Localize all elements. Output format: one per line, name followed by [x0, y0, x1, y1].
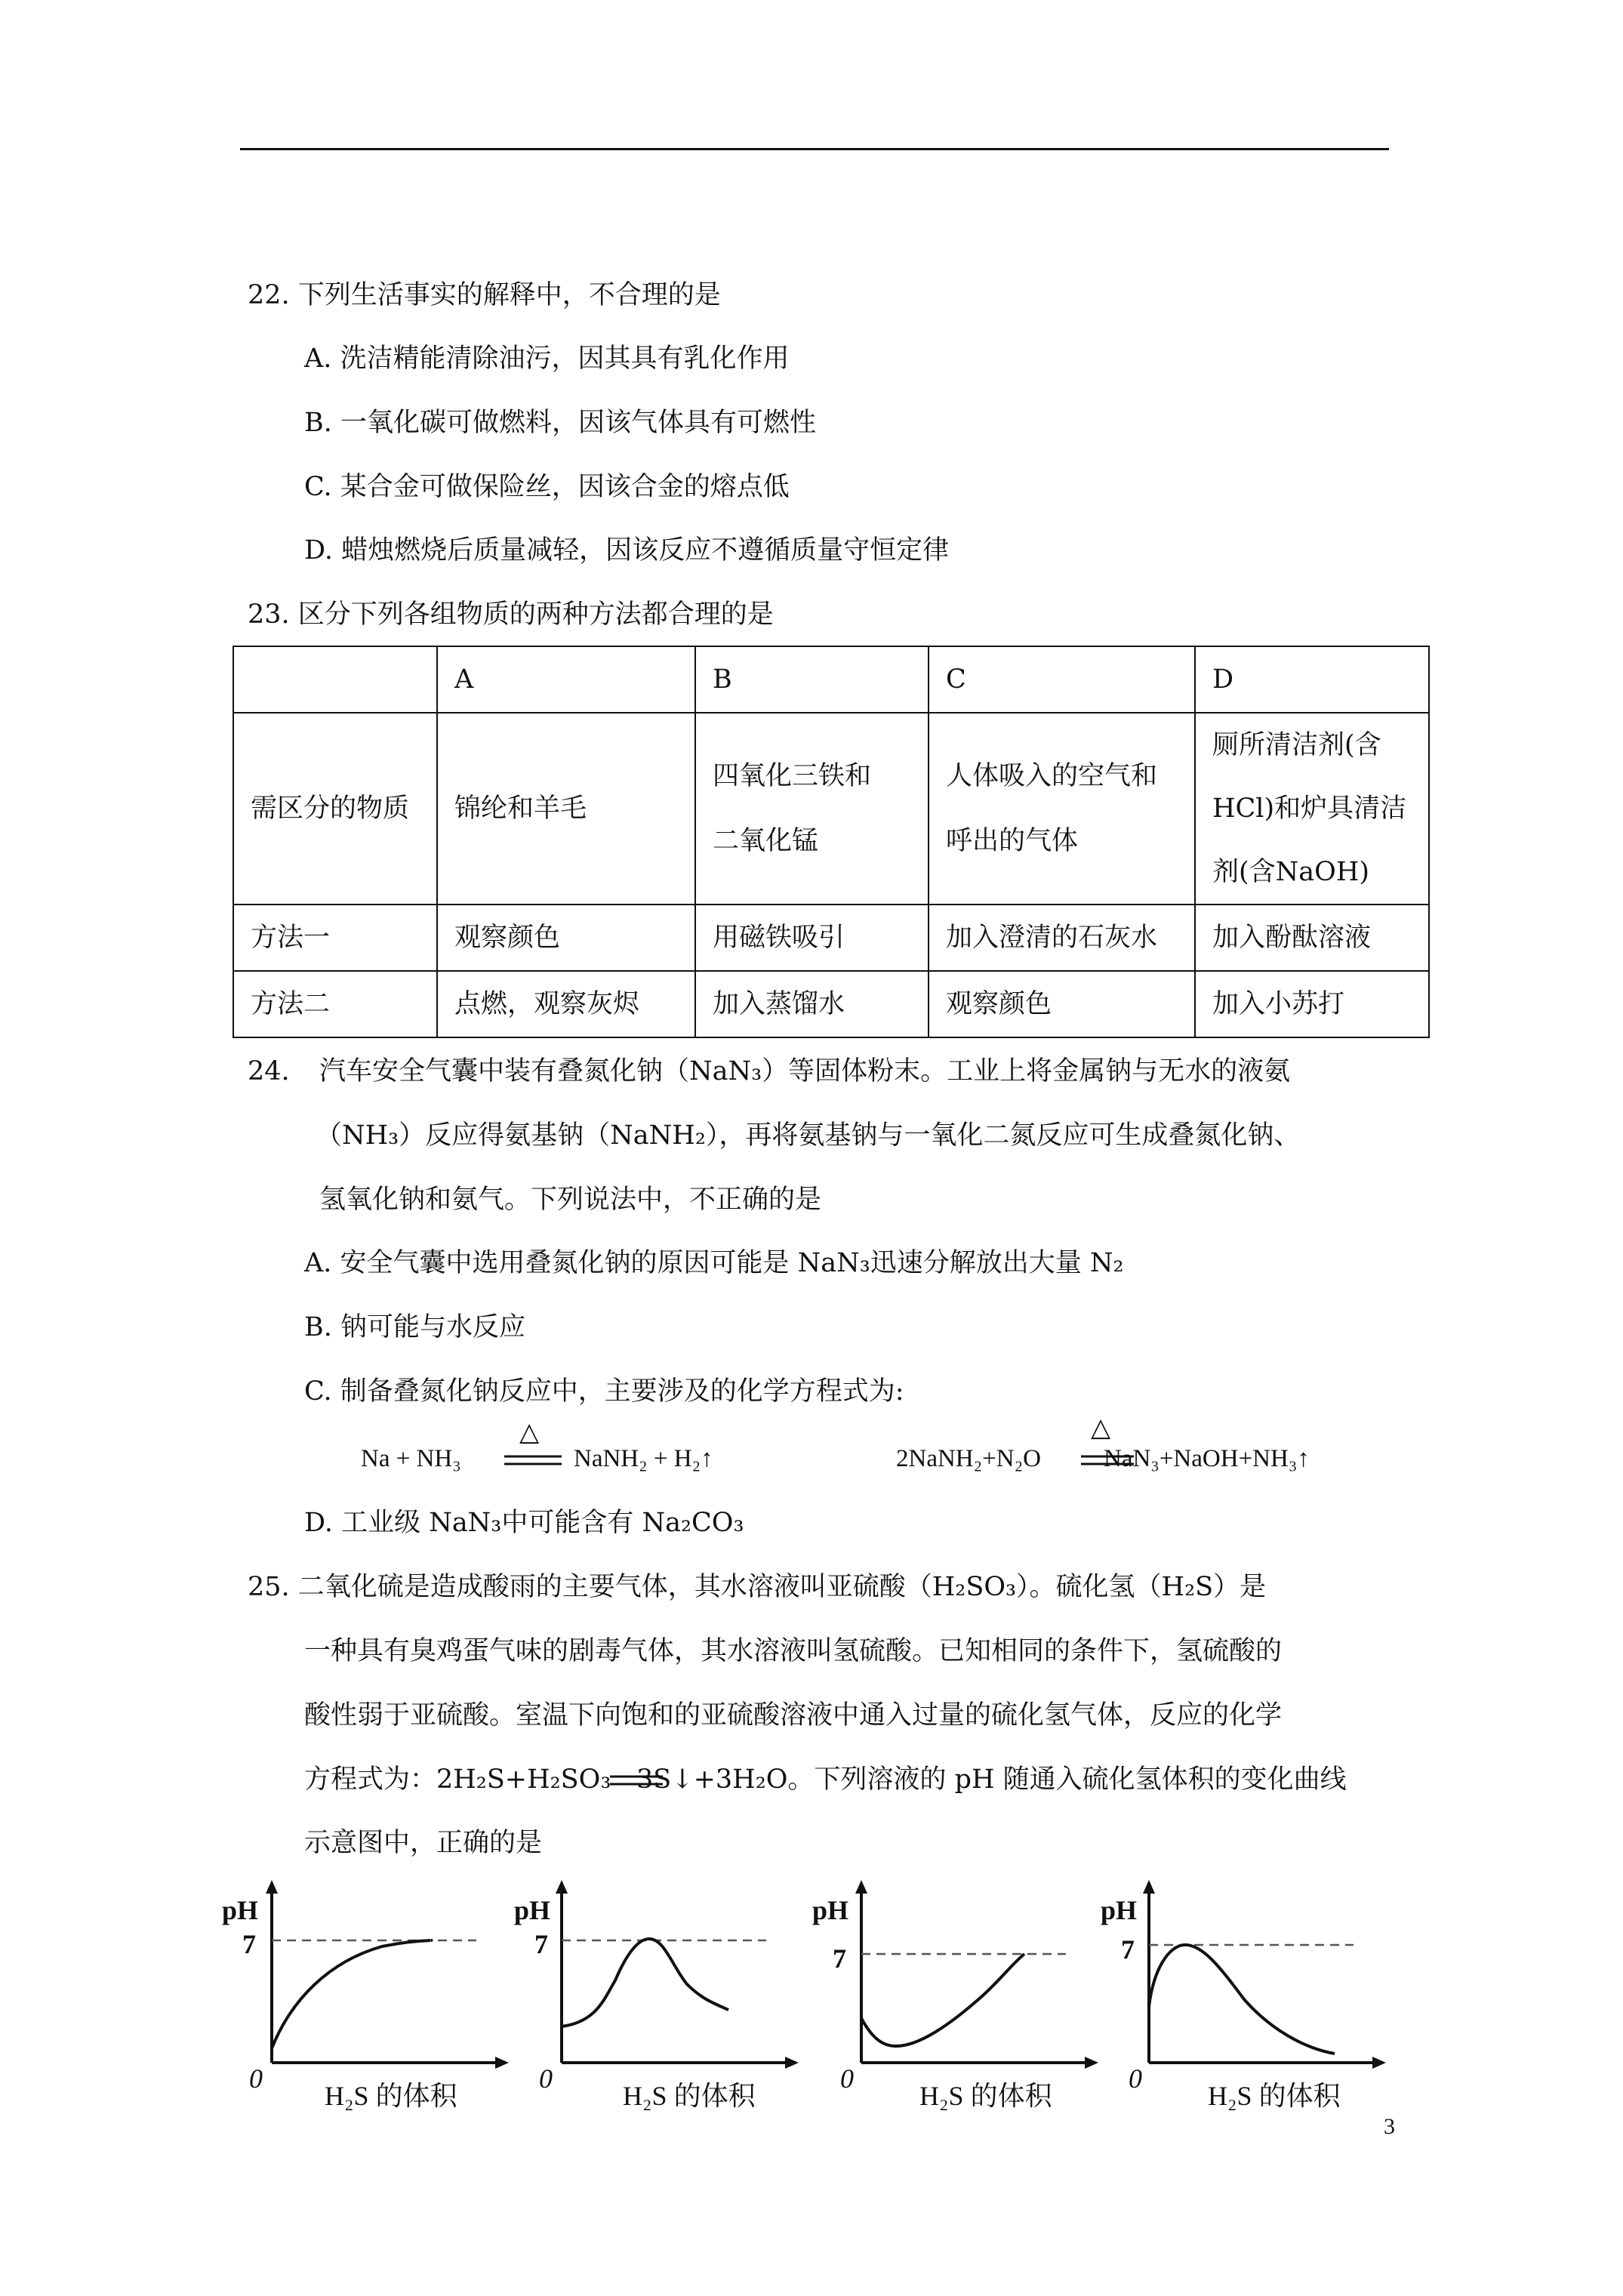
table-header-row [233, 646, 1429, 713]
q24-option-d: D. 工业级 NaN₃中可能含有 Na₂CO₃ [304, 1508, 744, 1538]
equals-sign [504, 1452, 562, 1469]
cell-line: HCl)和炉具清洁 [1212, 794, 1407, 824]
ph-curve [861, 1954, 1024, 2046]
y-axis-label: pH [514, 1895, 551, 1925]
equation-1-right: NaNH₂ + H₂↑ [574, 1445, 713, 1472]
table-cell: 点燃，观察灰烬 [437, 971, 695, 1037]
table-cell: 方法一 [233, 905, 437, 971]
q22-option-b: B. 一氧化碳可做燃料，因该气体具有可燃性 [304, 408, 816, 438]
y-axis-label: pH [812, 1895, 849, 1925]
table-row [233, 971, 1429, 1037]
table-row [233, 905, 1429, 971]
axis-arrow [556, 1880, 568, 1894]
table-cell: 方法二 [233, 971, 437, 1037]
q23-stem: 23. 区分下列各组物质的两种方法都合理的是 [248, 599, 774, 630]
heat-symbol: △ [1091, 1413, 1111, 1443]
equation-1-left: Na + NH₃ [361, 1445, 461, 1472]
q25-line-5: 示意图中，正确的是 [304, 1828, 543, 1858]
table-cell: B [695, 646, 929, 713]
table-cell: 观察颜色 [929, 971, 1195, 1037]
q24-option-b: B. 钠可能与水反应 [304, 1312, 525, 1342]
q22-option-c: C. 某合金可做保险丝，因该合金的熔点低 [304, 472, 790, 502]
q25-line-3: 酸性弱于亚硫酸。室温下向饱和的亚硫酸溶液中通入过量的硫化氢气体，反应的化学 [304, 1700, 1283, 1730]
q24-option-a: A. 安全气囊中选用叠氮化钠的原因可能是 NaN₃迅速分解放出大量 N₂ [304, 1248, 1124, 1278]
y-tick-label: 7 [1121, 1934, 1135, 1965]
table-cell: 加入酚酞溶液 [1195, 905, 1429, 971]
cell-line: 人体吸入的空气和 [946, 761, 1158, 791]
table-cell: 加入蒸馏水 [695, 971, 929, 1037]
table-cell [929, 713, 1195, 905]
heat-symbol: △ [519, 1417, 540, 1447]
table-cell [233, 646, 437, 713]
q24-number: 24. [248, 1056, 290, 1086]
q25-line-4b: 3S↓+3H₂O。下列溶液的 pH 随通入硫化氢体积的变化曲线 [636, 1764, 1347, 1795]
page-number: 3 [1384, 2114, 1395, 2139]
axis-arrow [1143, 1880, 1155, 1894]
cell-line: 二氧化锰 [713, 826, 819, 856]
x-axis-label: H₂S 的体积 [919, 2081, 1052, 2111]
graph-c [851, 1878, 1100, 2075]
q25-line-1: 25. 二氧化硫是造成酸雨的主要气体，其水溶液叫亚硫酸（H₂SO₃）。硫化氢（H₂S）是 [248, 1572, 1267, 1602]
table-cell [695, 713, 929, 905]
table-cell: D [1195, 646, 1429, 713]
x-axis-label: H₂S 的体积 [1208, 2081, 1341, 2111]
q22-stem: 22. 下列生活事实的解释中，不合理的是 [248, 280, 721, 310]
x-axis-label: H₂S 的体积 [325, 2081, 457, 2111]
y-tick-label: 7 [833, 1943, 846, 1974]
q24-line-1: 汽车安全气囊中装有叠氮化钠（NaN₃）等固体粉末。工业上将金属钠与无水的液氨 [319, 1056, 1291, 1086]
y-axis-label: pH [1101, 1895, 1138, 1925]
origin-label: 0 [1129, 2063, 1142, 2094]
q24-line-2: （NH₃）反应得氨基钠（NaNH₂），再将氨基钠与一氧化二氮反应可生成叠氮化钠、 [316, 1120, 1301, 1151]
table-cell: 加入澄清的石灰水 [929, 905, 1195, 971]
axis-arrow [1085, 2057, 1098, 2069]
axis-arrow [495, 2057, 509, 2069]
q23-table [233, 646, 1430, 1038]
q22-option-d: D. 蜡烛燃烧后质量减轻，因该反应不遵循质量守恒定律 [304, 535, 950, 566]
graph-b [551, 1878, 800, 2075]
table-row [233, 713, 1429, 905]
table-cell: C [929, 646, 1195, 713]
table-cell: 锦纶和羊毛 [437, 713, 695, 905]
origin-label: 0 [249, 2063, 263, 2094]
table-cell [1195, 713, 1429, 905]
q22-option-a: A. 洗洁精能清除油污，因其具有乳化作用 [304, 344, 790, 374]
q25-line-4a: 方程式为：2H₂S+H₂SO₃ [304, 1764, 611, 1795]
equation-2-left: 2NaNH₂+N₂O [896, 1445, 1041, 1472]
cell-line: 四氧化三铁和 [713, 761, 872, 791]
equation-2-right: NaN₃+NaOH+NH₃↑ [1104, 1445, 1310, 1472]
axis-arrow [1372, 2057, 1386, 2069]
origin-label: 0 [840, 2063, 854, 2094]
cell-line: 呼出的气体 [946, 826, 1079, 856]
axis-arrow [266, 1880, 278, 1894]
q24-option-c: C. 制备叠氮化钠反应中，主要涉及的化学方程式为: [304, 1376, 904, 1407]
graph-d [1138, 1878, 1387, 2075]
table-cell: A [437, 646, 695, 713]
table-cell: 观察颜色 [437, 905, 695, 971]
q25-line-2: 一种具有臭鸡蛋气味的剧毒气体，其水溶液叫氢硫酸。已知相同的条件下，氢硫酸的 [304, 1636, 1283, 1666]
ph-curve [1149, 1945, 1335, 2054]
x-axis-label: H₂S 的体积 [623, 2081, 756, 2111]
cell-line: 剂(含NaOH) [1212, 857, 1370, 887]
q24-line-3: 氢氧化钠和氨气。下列说法中，不正确的是 [319, 1185, 822, 1215]
header-rule [240, 148, 1389, 150]
origin-label: 0 [539, 2063, 553, 2094]
axis-arrow [855, 1880, 867, 1894]
table-cell: 用磁铁吸引 [695, 905, 929, 971]
y-tick-label: 7 [242, 1929, 256, 1959]
y-tick-label: 7 [534, 1929, 548, 1959]
cell-line: 厕所清洁剂(含 [1212, 730, 1381, 760]
ph-curve [272, 1940, 432, 2048]
table-cell: 需区分的物质 [233, 713, 437, 905]
graph-a [261, 1878, 510, 2075]
table-cell: 加入小苏打 [1195, 971, 1429, 1037]
y-axis-label: pH [222, 1895, 259, 1925]
axis-arrow [785, 2057, 799, 2069]
ph-curve [562, 1939, 728, 2026]
